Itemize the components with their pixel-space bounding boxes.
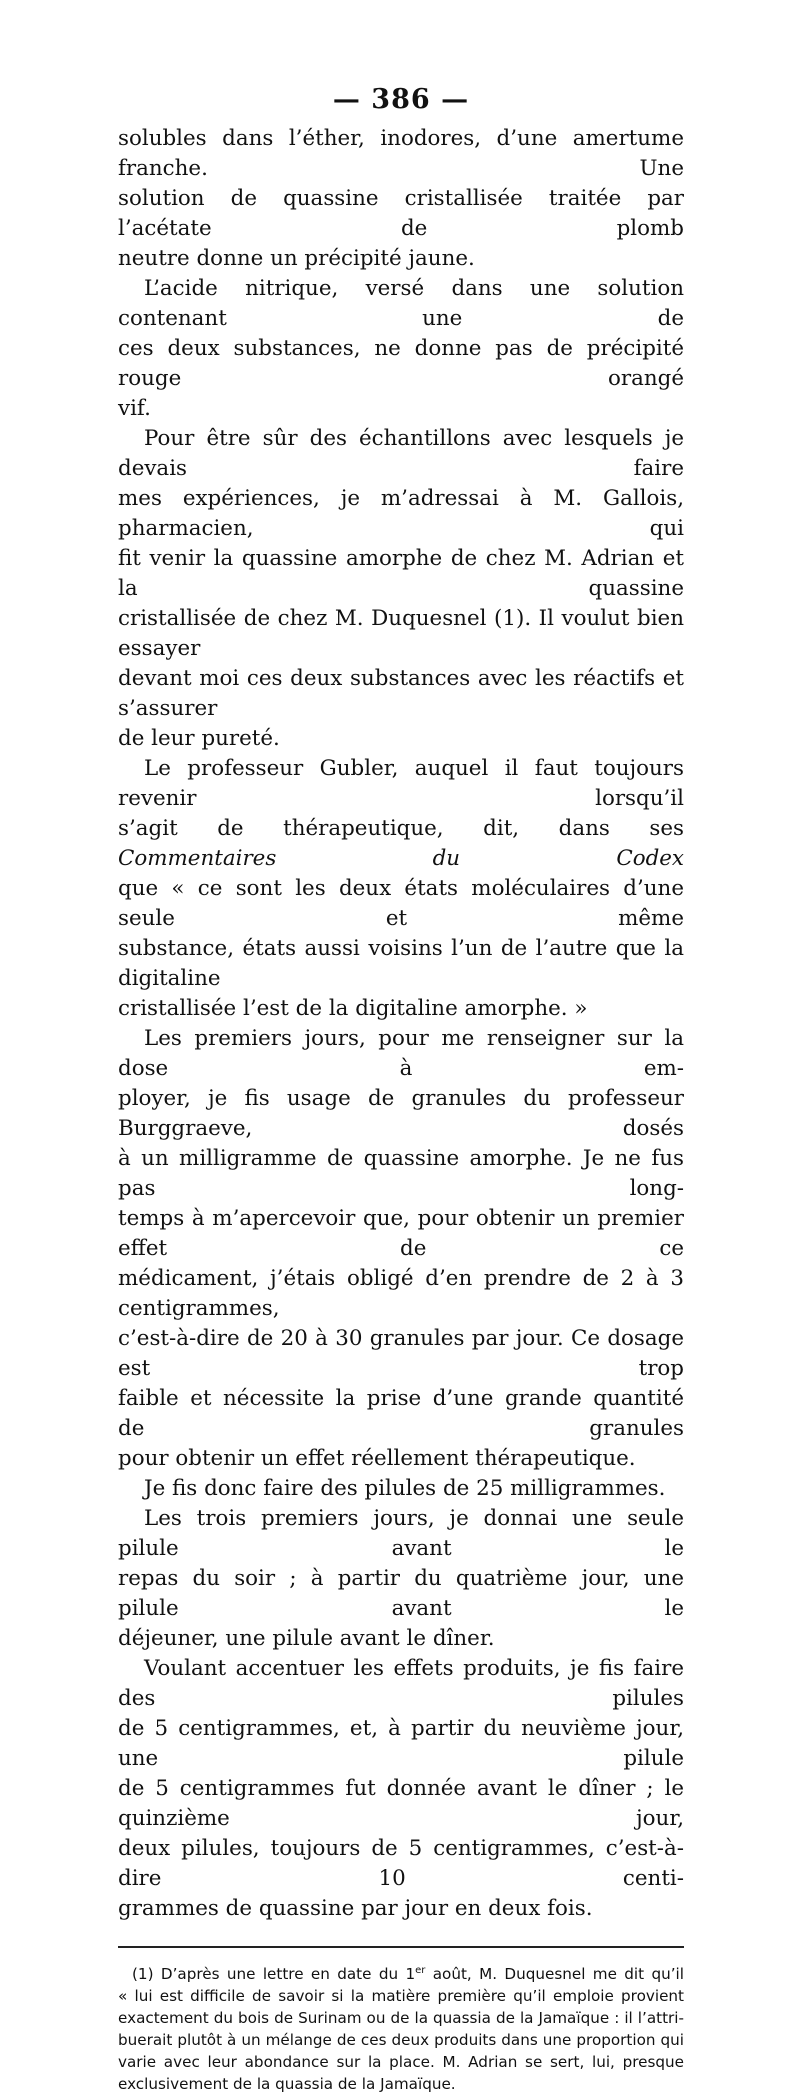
text-line: que « ce sont les deux états moléculaires d’une seule et même bbox=[118, 876, 684, 931]
text-line: Le professeur Gubler, auquel il faut toujours revenir lorsqu’il bbox=[118, 756, 684, 811]
paragraph bbox=[118, 1504, 684, 1654]
text-line: solution de quassine cristallisée traitée par l’acétate de plomb bbox=[118, 186, 684, 241]
paragraph bbox=[118, 1024, 684, 1474]
footnote-line: « lui est difficile de savoir si la matière première qu’il emploie provient bbox=[118, 1987, 684, 2006]
text-line: Pour être sûr des échantillons avec lesquels je devais faire bbox=[118, 426, 684, 481]
text-line: deux pilules, toujours de 5 centigrammes, c’est-à-dire 10 centi- bbox=[118, 1836, 684, 1891]
footnote-line: exclusivement de la quassia de la Jamaïque. bbox=[118, 2075, 456, 2094]
text-line: de 5 centigrammes, et, à partir du neuvième jour, une pilule bbox=[118, 1716, 684, 1771]
text-line: temps à m’apercevoir que, pour obtenir un premier effet de ce bbox=[118, 1206, 684, 1261]
text-line: c’est-à-dire de 20 à 30 granules par jour. Ce dosage est trop bbox=[118, 1326, 684, 1381]
text-line: Les trois premiers jours, je donnai une seule pilule avant le bbox=[118, 1506, 684, 1561]
footnote-line: varie avec leur abondance sur la place. M. Adrian se sert, lui, presque bbox=[118, 2053, 684, 2072]
text-line: déjeuner, une pilule avant le dîner. bbox=[118, 1626, 495, 1651]
body-text bbox=[118, 124, 684, 1924]
text-line: repas du soir ; à partir du quatrième jour, une pilule avant le bbox=[118, 1566, 684, 1621]
text-line: s’agit de thérapeutique, dit, dans ses Commentaires du Codex bbox=[118, 816, 684, 871]
text-line: Je fis donc faire des pilules de 25 milligrammes. bbox=[144, 1476, 666, 1501]
footnote bbox=[118, 1960, 684, 2095]
text-line: ces deux substances, ne donne pas de précipité rouge orangé bbox=[118, 336, 684, 391]
text-line: substance, états aussi voisins l’un de l’autre que la digitaline bbox=[118, 936, 684, 991]
text-line: pour obtenir un effet réellement thérapeutique. bbox=[118, 1446, 636, 1471]
paragraph bbox=[118, 274, 684, 424]
text-line: faible et nécessite la prise d’une grande quantité de granules bbox=[118, 1386, 684, 1441]
text-line: médicament, j’étais obligé d’en prendre de 2 à 3 centigrammes, bbox=[118, 1266, 684, 1321]
text-line: cristallisée de chez M. Duquesnel (1). Il voulut bien essayer bbox=[118, 606, 684, 661]
text-line: neutre donne un précipité jaune. bbox=[118, 246, 475, 271]
text-line: L’acide nitrique, versé dans une solution contenant une de bbox=[118, 276, 684, 331]
text-line: solubles dans l’éther, inodores, d’une amertume franche. Une bbox=[118, 126, 684, 181]
text-line: Les premiers jours, pour me renseigner sur la dose à em- bbox=[118, 1026, 684, 1081]
footnote-line: buerait plutôt à un mélange de ces deux produits dans une proportion qui bbox=[118, 2031, 684, 2050]
text-line: devant moi ces deux substances avec les réactifs et s’assurer bbox=[118, 666, 684, 721]
paragraph bbox=[118, 424, 684, 754]
paragraph bbox=[118, 1654, 684, 1924]
text-line: vif. bbox=[118, 396, 151, 421]
text-line: fit venir la quassine amorphe de chez M. Adrian et la quassine bbox=[118, 546, 684, 601]
text-line: ployer, je fis usage de granules du professeur Burggraeve, dosés bbox=[118, 1086, 684, 1141]
paragraph bbox=[118, 1474, 684, 1504]
text-line: grammes de quassine par jour en deux fois. bbox=[118, 1896, 593, 1921]
text-line: mes expériences, je m’adressai à M. Gallois, pharmacien, qui bbox=[118, 486, 684, 541]
text-line: de 5 centigrammes fut donnée avant le dîner ; le quinzième jour, bbox=[118, 1776, 684, 1831]
paragraph bbox=[118, 124, 684, 274]
text-line: Voulant accentuer les effets produits, je fis faire des pilules bbox=[118, 1656, 684, 1711]
footnote-rule bbox=[118, 1946, 684, 1948]
footnote-line: (1) D’après une lettre en date du 1er août, M. Duquesnel me dit qu’il bbox=[132, 1965, 684, 1984]
text-line: de leur pureté. bbox=[118, 726, 280, 751]
book-page bbox=[118, 84, 684, 2095]
paragraph bbox=[118, 754, 684, 1024]
page-number: — 386 — bbox=[332, 84, 470, 115]
footnote-line: exactement du bois de Surinam ou de la quassia de la Jamaïque : il l’attri- bbox=[118, 2009, 684, 2028]
text-line: à un milligramme de quassine amorphe. Je ne fus pas long- bbox=[118, 1146, 684, 1201]
text-line: cristallisée l’est de la digitaline amorphe. » bbox=[118, 996, 588, 1021]
